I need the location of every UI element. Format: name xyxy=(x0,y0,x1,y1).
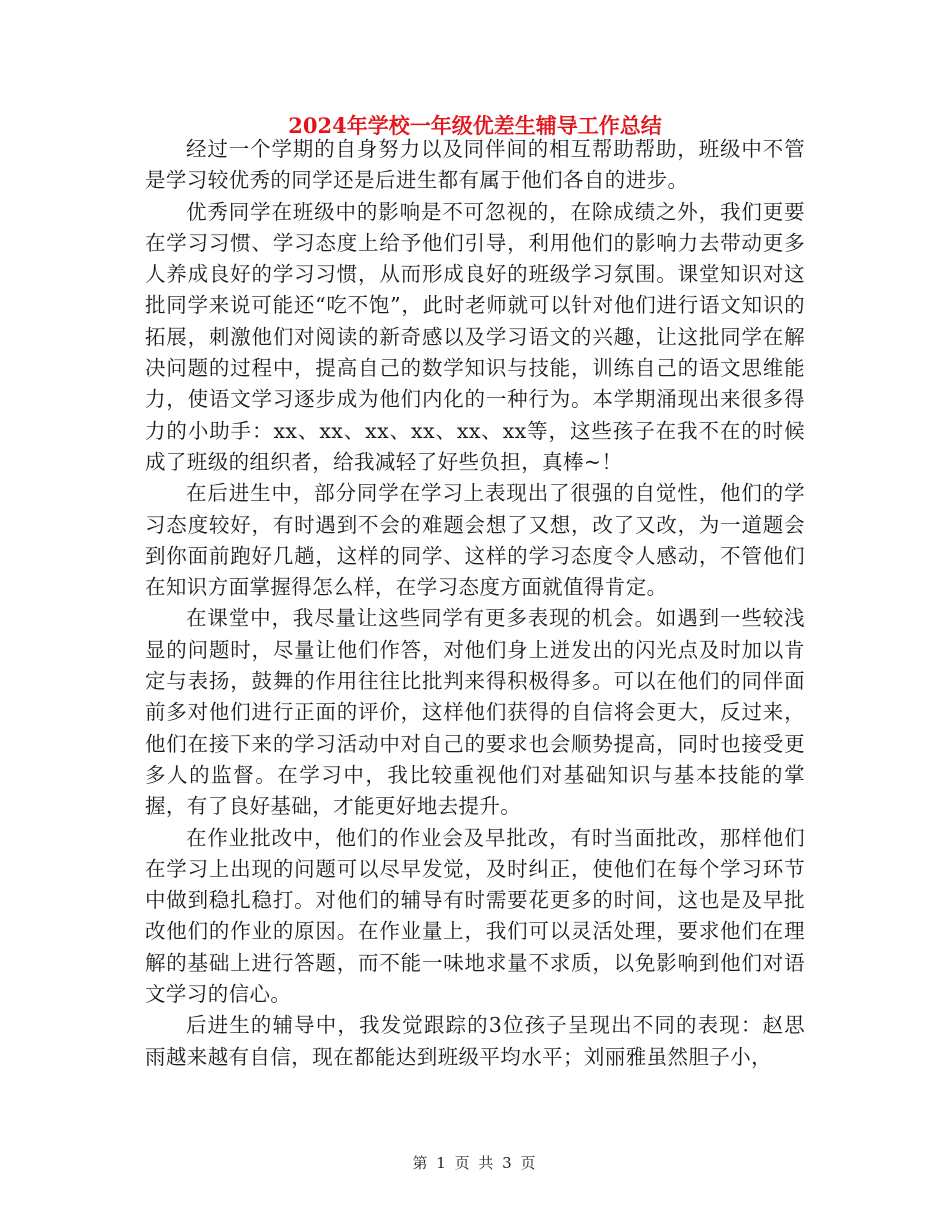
page-footer: 第 1 页 共 3 页 xyxy=(412,1154,538,1172)
paragraph: 在后进生中，部分同学在学习上表现出了很强的自觉性，他们的学习态度较好，有时遇到不会的难题会想了又想，改了又改，为一道题会到你面前跑好几趟，这样的同学、这样的学习态度令人感动，不管他们在知识方面掌握得怎么样，在学习态度方面就值得肯定。 xyxy=(145,481,805,600)
paragraph: 优秀同学在班级中的影响是不可忽视的，在除成绩之外，我们更要在学习习惯、学习态度上给予他们引导，利用他们的影响力去带动更多人养成良好的学习习惯，从而形成良好的班级学习氛围。课堂知识对这批同学来说可能还“吃不饱”，此时老师就可以针对他们进行语文知识的拓展，刺激他们对阅读的新奇感以及学习语文的兴趣，让这批同学在解决问题的过程中，提高自己的数学知识与技能，训练自己的语文思维能力，使语文学习逐步成为他们内化的一种行为。本学期涌现出来很多得力的小助手：xx、xx、xx、xx、xx、xx等，这些孩子在我不在的时候成了班级的组织者，给我减轻了好些负担，真棒~！ xyxy=(145,199,805,474)
paragraph: 后进生的辅导中，我发觉跟踪的3位孩子呈现出不同的表现：赵思雨越来越有自信，现在都能达到班级平均水平；刘丽雅虽然胆子小， xyxy=(145,1013,805,1069)
document-title: 2024年学校一年级优差生辅导工作总结 xyxy=(288,113,662,138)
document-body xyxy=(145,134,805,1073)
paragraph: 在作业批改中，他们的作业会及早批改，有时当面批改，那样他们在学习上出现的问题可以尽早发觉，及时纠正，使他们在每个学习环节中做到稳扎稳打。对他们的辅导有时需要花更多的时间，这也是及早批改他们的作业的原因。在作业量上，我们可以灵活处理，要求他们在理解的基础上进行答题，而不能一味地求量不求质，以免影响到他们对语文学习的信心。 xyxy=(145,825,805,1007)
paragraph: 在课堂中，我尽量让这些同学有更多表现的机会。如遇到一些较浅显的问题时，尽量让他们作答，对他们身上迸发出的闪光点及时加以肯定与表扬，鼓舞的作用往往比批判来得积极得多。可以在他们的同伴面前多对他们进行正面的评价，这样他们获得的自信将会更大，反过来，他们在接下来的学习活动中对自己的要求也会顺势提高，同时也接受更多人的监督。在学习中，我比较重视他们对基础知识与基本技能的掌握，有了良好基础，才能更好地去提升。 xyxy=(145,606,805,819)
paragraph: 经过一个学期的自身努力以及同伴间的相互帮助帮助，班级中不管是学习较优秀的同学还是后进生都有属于他们各自的进步。 xyxy=(145,137,805,193)
